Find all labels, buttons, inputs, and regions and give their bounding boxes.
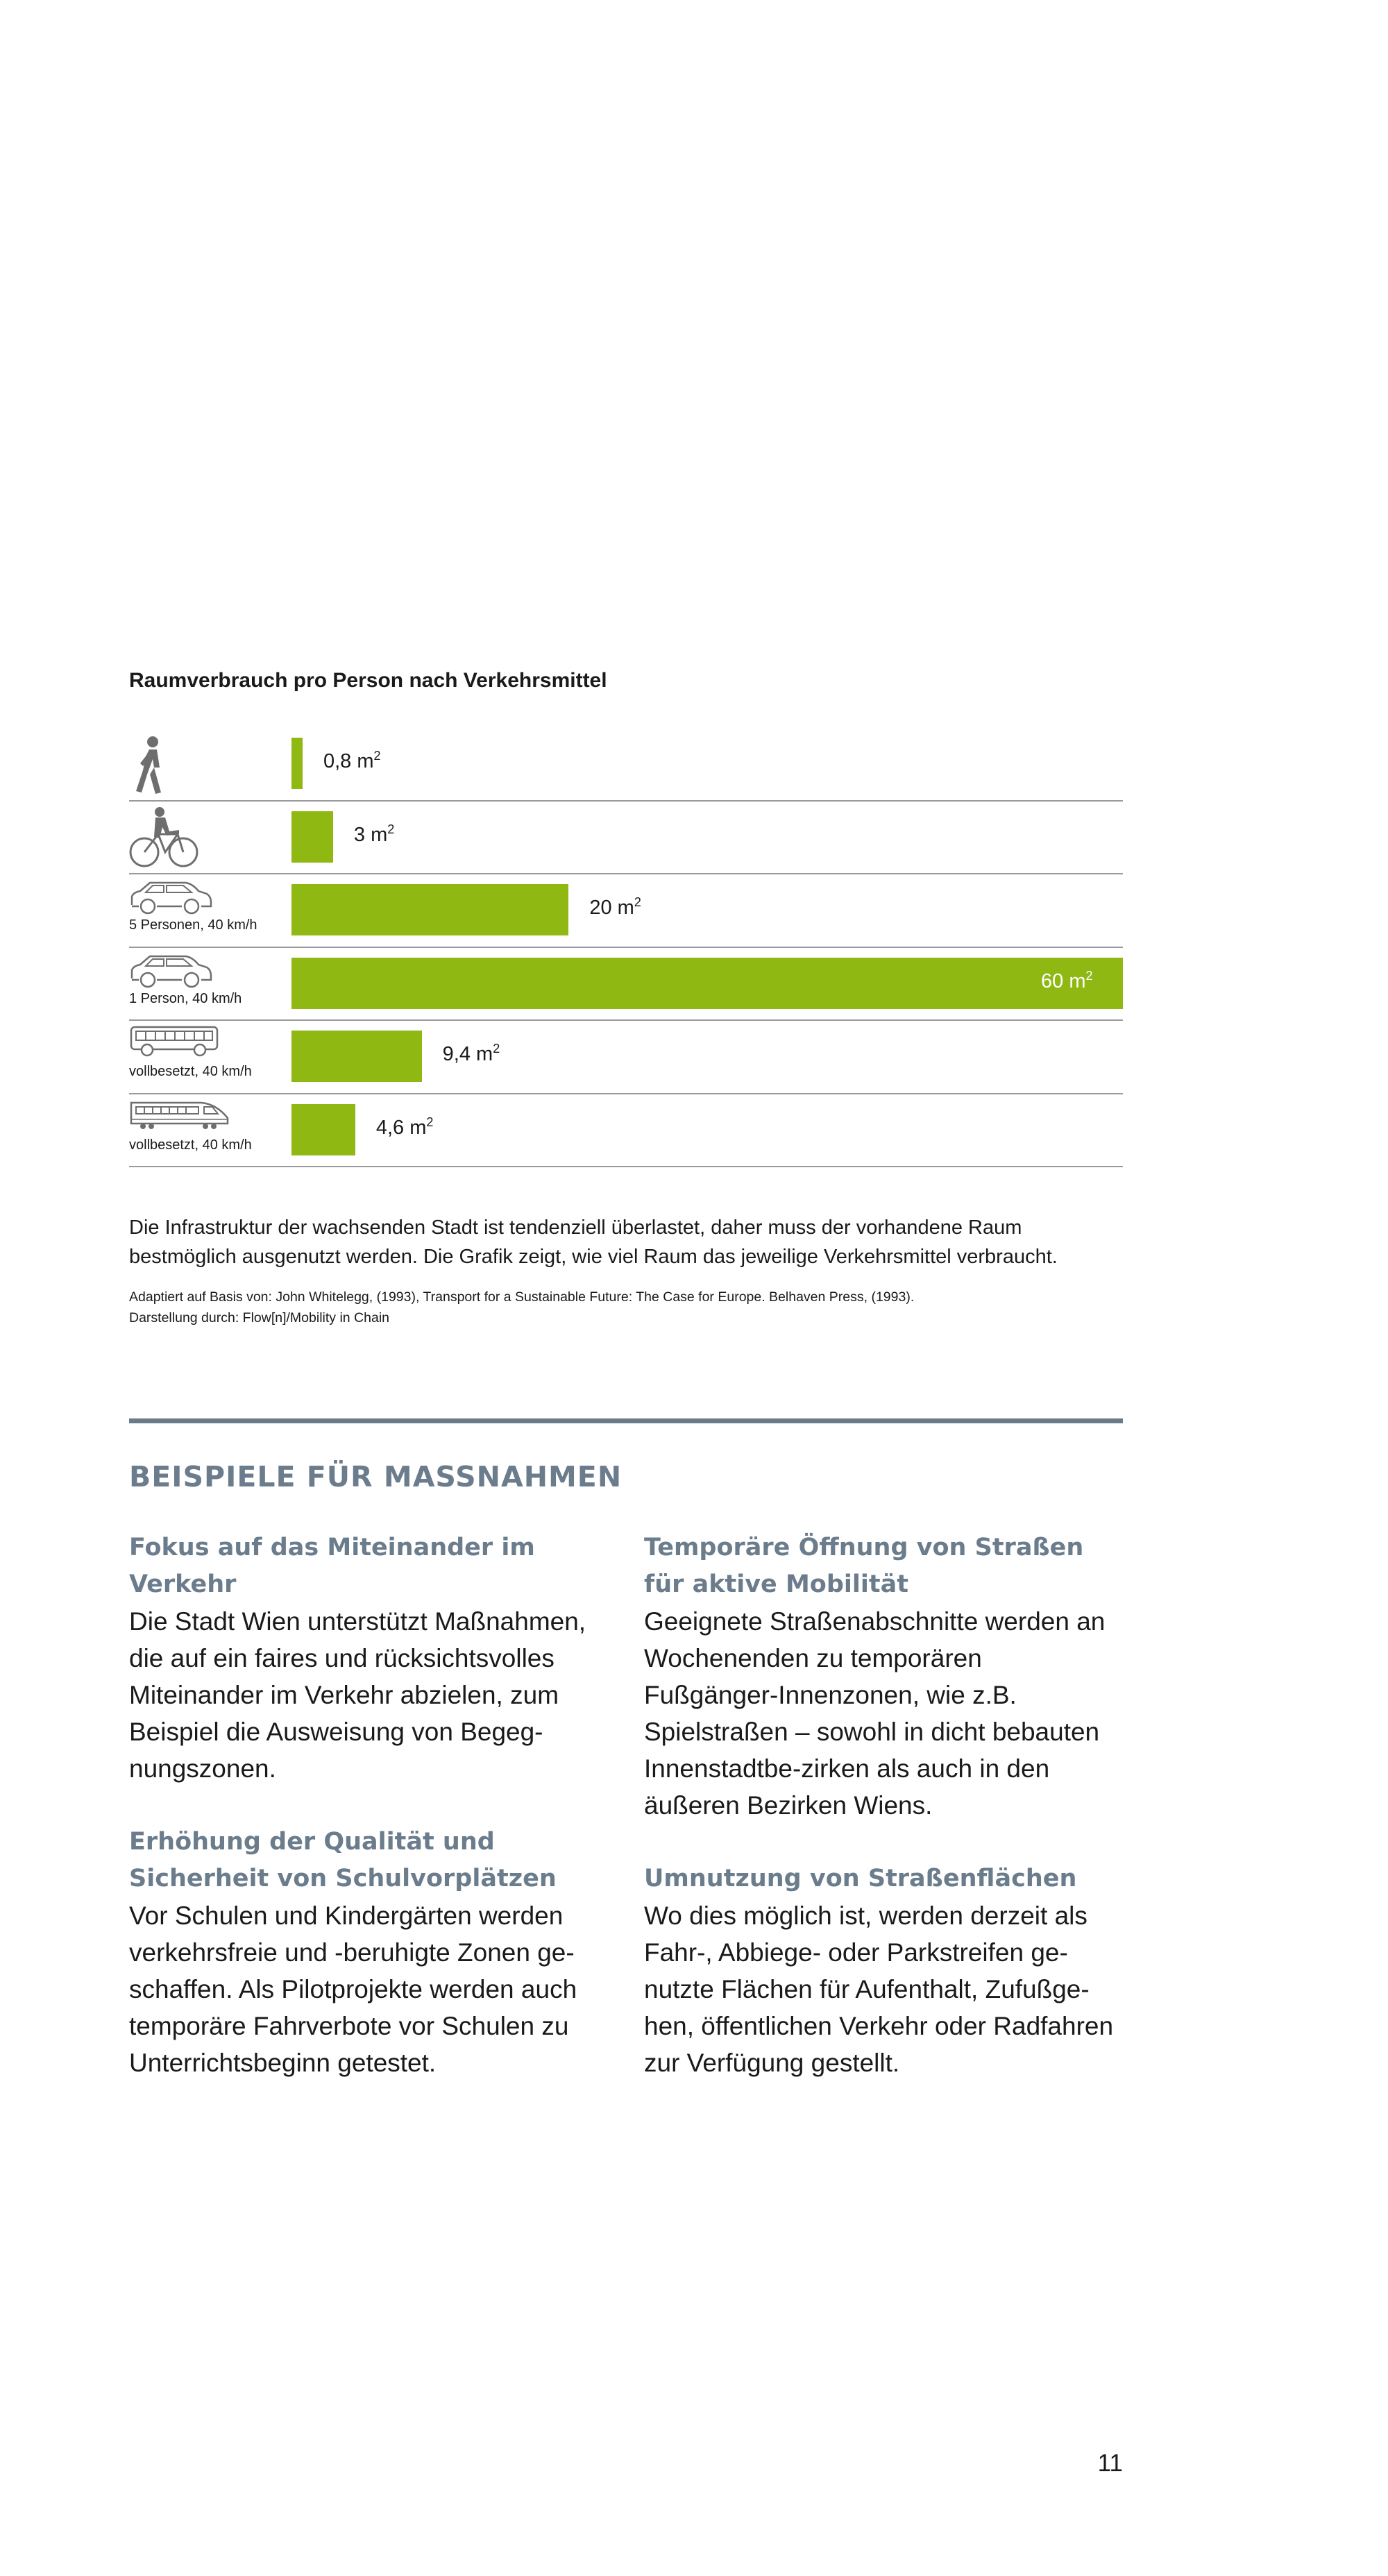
- page-number: 11: [1097, 2450, 1123, 2477]
- measure-body: Wo dies möglich ist, werden derzeit als Fahr-, Abbiege- oder Parkstreifen ge-nutzte Flächen für Aufenthalt, Zufußge-hen, öffentlichen Verkehr oder Radfahren zur Verfügung gestellt.: [644, 1901, 1114, 2077]
- row-caption: vollbesetzt, 40 km/h: [129, 1064, 252, 1079]
- source-line-2: Darstellung durch: Flow[n]/Mobility in Chain: [129, 1310, 389, 1325]
- measure-block: [129, 1530, 604, 1787]
- row-separator: [129, 1019, 1123, 1021]
- car-icon: [129, 879, 212, 918]
- measure-heading: Fokus auf das Miteinander im Verkehr: [129, 1534, 535, 1598]
- bar-5: [291, 1031, 422, 1082]
- measure-block: [644, 1530, 1119, 1824]
- bar-4: [291, 958, 1123, 1009]
- measure-heading: Temporäre Öffnung von Straßen für aktive Mobilität: [644, 1534, 1084, 1598]
- bar-value-label: 4,6 $m^2$: [375, 1115, 434, 1139]
- row-separator: [129, 1166, 1123, 1167]
- source-note: [129, 1287, 1123, 1328]
- row-separator: [129, 873, 1123, 874]
- row-caption: 1 Person, 40 km/h: [129, 990, 242, 1006]
- car-icon: [129, 952, 212, 992]
- measure-body: Die Stadt Wien unterstützt Maßnahmen, die auf ein faires und rücksichtsvolles Miteinander im Verkehr abzielen, zum Beispiel die Ausweisung von Begeg-nungszonen.: [129, 1607, 586, 1783]
- chart-title: Raumverbrauch pro Person nach Verkehrsmittel: [129, 669, 607, 692]
- train-icon: [129, 1099, 230, 1135]
- bar-value-label: 60 $m^2$: [1041, 968, 1093, 992]
- bus-icon: [129, 1025, 221, 1062]
- row-caption: 5 Personen, 40 km/h: [129, 917, 257, 933]
- measure-heading: Erhöhung der Qualität und Sicherheit von Schulvorplätzen: [129, 1828, 557, 1892]
- row-separator: [129, 947, 1123, 948]
- measure-heading: Umnutzung von Straßenflächen: [644, 1865, 1077, 1892]
- bar-6: [291, 1104, 355, 1155]
- measure-body: Vor Schulen und Kindergärten werden verkehrsfreie und -beruhigte Zonen ge-schaffen. Als Pilotprojekte werden auch temporäre Fahrverbote vor Schulen zu Unterrichtsbeginn getestet.: [129, 1901, 577, 2077]
- pedestrian-icon: [129, 736, 171, 797]
- bar-1: [291, 738, 303, 789]
- left-column: [129, 1530, 604, 2118]
- bar-value-label: 0,8 $m^2$: [323, 749, 381, 772]
- source-line-1: Adaptiert auf Basis von: John Whitelegg, (1993), Transport for a Sustainable Future: The Case for Europe. Belhaven Press, (1993).: [129, 1289, 915, 1305]
- section-divider: [129, 1418, 1123, 1423]
- measure-body: Geeignete Straßenabschnitte werden an Wochenenden zu temporären Fußgänger-Innenzonen, wie z.B. Spielstraßen – sowohl in dicht bebauten Innenstadtbe-zirken als auch in den äußeren Bezirken Wiens.: [644, 1607, 1106, 1820]
- chart-caption: Die Infrastruktur der wachsenden Stadt ist tendenziell überlastet, daher muss der vorhandene Raum bestmöglich ausgenutzt werden. Die Grafik zeigt, wie viel Raum das jeweilige Verkehrsmittel verbraucht.: [129, 1217, 1058, 1268]
- measure-block: [129, 1824, 604, 2081]
- row-separator: [129, 800, 1123, 802]
- row-caption: vollbesetzt, 40 km/h: [129, 1137, 252, 1153]
- bar-2: [291, 811, 333, 863]
- bar-value-label: 3 $m^2$: [353, 822, 395, 846]
- bicycle-icon: [129, 806, 198, 872]
- row-separator: [129, 1093, 1123, 1094]
- right-column: [644, 1530, 1119, 2118]
- section-title: BEISPIELE FÜR MASSNAHMEN: [129, 1460, 623, 1493]
- measure-block: [644, 1861, 1119, 2081]
- bar-3: [291, 884, 568, 935]
- bar-value-label: 9,4 $m^2$: [442, 1042, 500, 1065]
- bar-value-label: 20 $m^2$: [589, 895, 641, 919]
